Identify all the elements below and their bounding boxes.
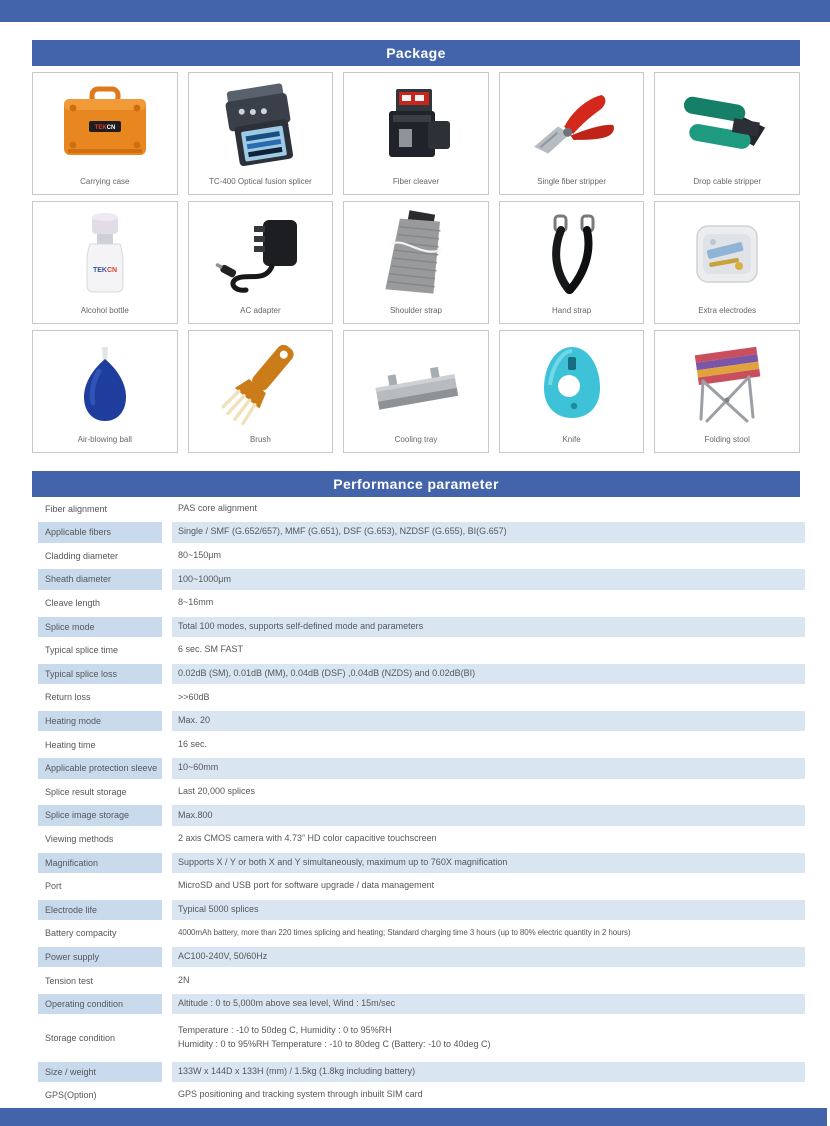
cooling-tray-icon bbox=[356, 337, 476, 429]
spec-row bbox=[38, 497, 805, 521]
spec-value: Altitude : 0 to 5,000m above sea level, Wind : 15m/sec bbox=[172, 994, 805, 1014]
ac-adapter-icon bbox=[200, 208, 320, 300]
spec-label: Heating time bbox=[45, 739, 96, 750]
column-gap bbox=[162, 1085, 172, 1105]
package-item-label: Shoulder strap bbox=[389, 306, 442, 316]
spec-value: 0.02dB (SM), 0.01dB (MM), 0.04dB (DSF) ,0.04dB (NZDS) and 0.02dB(BI) bbox=[172, 664, 805, 684]
column-gap bbox=[162, 1062, 172, 1082]
spec-row bbox=[38, 757, 805, 781]
spec-row bbox=[38, 969, 805, 993]
spec-label: Electrode life bbox=[38, 900, 162, 920]
spec-label: Splice result storage bbox=[45, 786, 127, 797]
package-item-card bbox=[188, 72, 334, 195]
spec-label: Storage condition bbox=[45, 1032, 116, 1043]
spec-label: Power supply bbox=[38, 947, 162, 967]
shoulder-strap-icon bbox=[356, 208, 476, 300]
carrying-case-icon bbox=[45, 79, 165, 171]
spec-value: Typical 5000 splices bbox=[172, 900, 805, 920]
column-gap bbox=[162, 617, 172, 637]
spec-value: Temperature : -10 to 50deg C, Humidity : 0 to 95%RH Humidity : 0 to 95%RH Temperature : -10 to 80deg C (Battery: -10 to 40deg C) bbox=[178, 1025, 491, 1050]
spec-label: Cleave length bbox=[45, 598, 101, 608]
package-item-card bbox=[32, 201, 178, 324]
package-item-card bbox=[343, 72, 489, 195]
spec-label: Size / weight bbox=[38, 1062, 162, 1082]
brush-icon bbox=[200, 337, 320, 429]
spec-value: 2 axis CMOS camera with 4.73” HD color capacitive touchscreen bbox=[178, 833, 437, 844]
column-gap bbox=[162, 782, 172, 802]
spec-row bbox=[38, 544, 805, 568]
spec-row bbox=[38, 591, 805, 615]
spec-label: Applicable protection sleeve bbox=[38, 758, 162, 778]
column-gap bbox=[162, 758, 172, 778]
spec-row bbox=[38, 733, 805, 757]
column-gap bbox=[162, 711, 172, 731]
package-item-label: Hand strap bbox=[552, 306, 592, 316]
spec-row bbox=[38, 992, 805, 1016]
performance-title: Performance parameter bbox=[333, 476, 499, 492]
spec-label: Return loss bbox=[45, 692, 91, 703]
spec-value: 16 sec. bbox=[178, 738, 208, 749]
svg-text:TEKCN: TEKCN bbox=[94, 125, 116, 131]
performance-parameter-table bbox=[38, 497, 805, 1107]
spec-value: 133W x 144D x 133H (mm) / 1.5kg (1.8kg including battery) bbox=[172, 1062, 805, 1082]
spec-label: Applicable fibers bbox=[38, 522, 162, 542]
spec-value: 4000mAh battery, more than 220 times splicing and heating; Standard charging time 3 hours (up to 80% electric quantity in 2 hours) bbox=[178, 928, 631, 938]
spec-row bbox=[38, 1084, 805, 1108]
package-item-label: Knife bbox=[562, 435, 581, 445]
hand-strap-icon bbox=[512, 208, 632, 300]
spec-value: 8~16mm bbox=[178, 597, 214, 608]
spec-label: Heating mode bbox=[38, 711, 162, 731]
package-item-label: Air-blowing ball bbox=[77, 435, 132, 445]
spec-label: Cladding diameter bbox=[45, 550, 119, 561]
spec-label: Typical splice time bbox=[45, 645, 119, 656]
spec-label: Fiber alignment bbox=[45, 503, 108, 514]
package-item-card bbox=[32, 72, 178, 195]
spec-label: Splice image storage bbox=[38, 805, 162, 825]
spec-label: Splice mode bbox=[38, 617, 162, 637]
spec-row bbox=[38, 875, 805, 899]
column-gap bbox=[162, 970, 172, 990]
package-item-card bbox=[343, 330, 489, 453]
spec-row bbox=[38, 945, 805, 969]
spec-row bbox=[38, 662, 805, 686]
spec-value: >>60dB bbox=[178, 691, 210, 702]
column-gap bbox=[162, 994, 172, 1014]
package-item-card bbox=[188, 201, 334, 324]
column-gap bbox=[162, 829, 172, 849]
package-section-header bbox=[32, 40, 800, 66]
column-gap bbox=[162, 546, 172, 566]
spec-label: GPS(Option) bbox=[45, 1090, 97, 1101]
package-item-card bbox=[343, 201, 489, 324]
performance-section-header bbox=[32, 471, 800, 497]
spec-label: Magnification bbox=[38, 853, 162, 873]
folding-stool-icon bbox=[667, 337, 787, 429]
alcohol-bottle-icon bbox=[45, 208, 165, 300]
package-item-label: Brush bbox=[249, 435, 271, 445]
column-gap bbox=[162, 947, 172, 967]
column-gap bbox=[162, 640, 172, 660]
package-item-card bbox=[499, 201, 645, 324]
column-gap bbox=[162, 664, 172, 684]
package-item-label: TC-400 Optical fusion splicer bbox=[209, 177, 312, 187]
package-items-grid bbox=[32, 72, 800, 453]
spec-row bbox=[38, 615, 805, 639]
spec-value: Total 100 modes, supports self-defined mode and parameters bbox=[172, 617, 805, 637]
fiber-cleaver-icon bbox=[356, 79, 476, 171]
column-gap bbox=[162, 735, 172, 755]
spec-value: PAS core alignment bbox=[178, 502, 257, 513]
package-item-label: Fiber cleaver bbox=[392, 177, 440, 187]
spec-label: Viewing methods bbox=[45, 833, 114, 844]
extra-electrodes-icon bbox=[667, 208, 787, 300]
package-item-label: Alcohol bottle bbox=[80, 306, 129, 316]
package-item-card bbox=[499, 330, 645, 453]
spec-value: 10~60mm bbox=[172, 758, 805, 778]
column-gap bbox=[162, 569, 172, 589]
spec-row bbox=[38, 1016, 805, 1060]
package-item-card bbox=[188, 330, 334, 453]
spec-row bbox=[38, 780, 805, 804]
svg-text:TEKCN: TEKCN bbox=[92, 267, 117, 274]
spec-value: 80~150μm bbox=[178, 550, 221, 561]
spec-value: 2N bbox=[178, 974, 190, 985]
spec-label: Port bbox=[45, 881, 62, 892]
column-gap bbox=[162, 900, 172, 920]
spec-value: 6 sec. SM FAST bbox=[178, 644, 244, 655]
spec-value: AC100-240V, 50/60Hz bbox=[172, 947, 805, 967]
column-gap bbox=[162, 522, 172, 542]
column-gap bbox=[162, 1018, 172, 1059]
spec-row bbox=[38, 922, 805, 946]
package-item-label: Folding stool bbox=[704, 435, 750, 445]
spec-label: Tension test bbox=[45, 975, 94, 986]
top-border-bar bbox=[0, 0, 830, 22]
spec-row bbox=[38, 639, 805, 663]
spec-row bbox=[38, 686, 805, 710]
package-item-label: Drop cable stripper bbox=[693, 177, 761, 187]
drop-cable-stripper-icon bbox=[667, 79, 787, 171]
spec-value: 100~1000μm bbox=[172, 569, 805, 589]
page-content bbox=[32, 40, 800, 1107]
fusion-splicer-icon bbox=[200, 79, 320, 171]
spec-value: GPS positioning and tracking system through inbuilt SIM card bbox=[178, 1089, 423, 1100]
spec-row bbox=[38, 827, 805, 851]
spec-value: MicroSD and USB port for software upgrade / data management bbox=[178, 880, 435, 891]
column-gap bbox=[162, 923, 172, 943]
spec-row bbox=[38, 804, 805, 828]
spec-value: Supports X / Y or both X and Y simultaneously, maximum up to 760X magnification bbox=[172, 853, 805, 873]
column-gap bbox=[162, 593, 172, 613]
package-item-label: AC adapter bbox=[240, 306, 281, 316]
fiber-stripper-icon bbox=[512, 79, 632, 171]
spec-label: Typical splice loss bbox=[38, 664, 162, 684]
package-item-label: Carrying case bbox=[80, 177, 130, 187]
package-item-card bbox=[654, 330, 800, 453]
package-item-card bbox=[32, 330, 178, 453]
spec-value: Max.800 bbox=[172, 805, 805, 825]
package-item-card bbox=[654, 201, 800, 324]
air-blowing-ball-icon bbox=[45, 337, 165, 429]
spec-value: Single / SMF (G.652/657), MMF (G.651), DSF (G.653), NZDSF (G.655), BI(G.657) bbox=[172, 522, 805, 542]
spec-label: Sheath diameter bbox=[38, 569, 162, 589]
spec-label: Battery compacity bbox=[45, 928, 117, 939]
knife-icon bbox=[512, 337, 632, 429]
spec-row bbox=[38, 568, 805, 592]
package-title: Package bbox=[386, 45, 446, 61]
spec-row bbox=[38, 898, 805, 922]
package-item-label: Extra electrodes bbox=[698, 306, 757, 316]
spec-value: Max. 20 bbox=[172, 711, 805, 731]
bottom-border-bar bbox=[0, 1108, 827, 1126]
column-gap bbox=[162, 805, 172, 825]
package-item-card bbox=[499, 72, 645, 195]
spec-row bbox=[38, 521, 805, 545]
spec-label: Operating condition bbox=[38, 994, 162, 1014]
spec-row bbox=[38, 851, 805, 875]
spec-row bbox=[38, 709, 805, 733]
package-item-card bbox=[654, 72, 800, 195]
package-item-label: Single fiber stripper bbox=[537, 177, 607, 187]
package-item-label: Cooling tray bbox=[394, 435, 438, 445]
column-gap bbox=[162, 853, 172, 873]
column-gap bbox=[162, 499, 172, 519]
column-gap bbox=[162, 687, 172, 707]
column-gap bbox=[162, 876, 172, 896]
spec-row bbox=[38, 1060, 805, 1084]
spec-value: Last 20,000 splices bbox=[178, 785, 256, 796]
